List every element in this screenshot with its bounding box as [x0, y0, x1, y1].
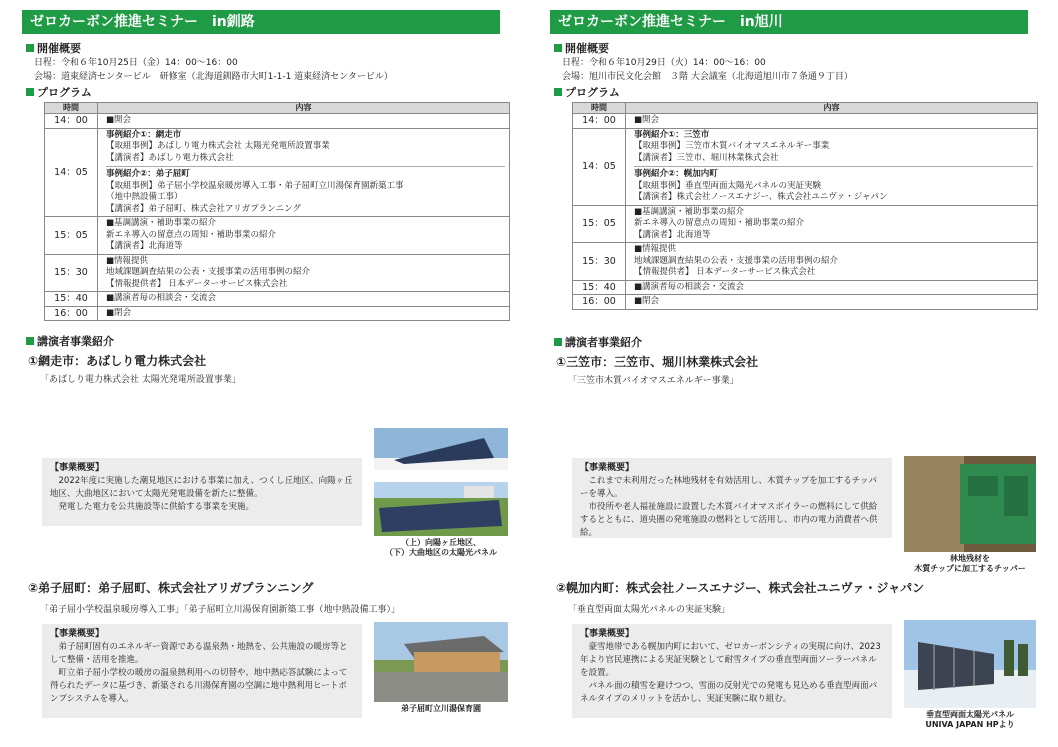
case1-summary-box: 【事業概要】 これまで未利用だった林地残材を有効活用し、木質チップを加工するチッパーを導入。 市役所や老人福祉施設に設置した木質バイオマスボイラーの燃料にして供給するとともに、道央圏の発電施設の燃料として活用し、市内の電力消費者へ供給。: [572, 458, 892, 538]
speakers-heading: 講演者事業紹介: [554, 336, 1028, 350]
case2-header: [550, 576, 1028, 617]
solar-panel-photo: [374, 428, 508, 536]
case1-title: ①三笠市：三笠市、堀川林業株式会社: [556, 354, 759, 369]
case2-summary-box: 【事業概要】 豪雪地帯である幌加内町において、ゼロカーボンシティの実現に向け、2023年より官民連携による実証実験として耐雪タイプの垂直型両面ソーラーパネルを設置。 パネル面の積雪を避けつつ、雪面の反射光での発電も見込める垂直型両面パネルタイプのメリットを活かし、実証実験に取り組む。: [572, 624, 892, 718]
case2-caption: 弟子屈町立川湯保育園: [401, 704, 481, 713]
program-heading: プログラム: [26, 86, 500, 100]
case2-quote: 「弟子屈小学校温泉暖房導入工事」「弟子屈町立川湯保育園新築工事（地中熱設備工事）」: [40, 605, 401, 615]
case1-title: ①網走市：あばしり電力株式会社: [28, 354, 207, 368]
table-row: 16：00 ■閉会: [45, 306, 510, 321]
table-row: 15：30 ■情報提供 地域課題調査結果の公表・支援事業の活用事例の紹介 【情報提供者】 日本データーサービス株式会社: [45, 254, 510, 292]
green-square-icon: [554, 88, 562, 96]
table-row: 14：05 事例紹介①：三笠市 【取組事例】三笠市木質バイオマスエネルギー事業 【講演者】三笠市、堀川林業株式会社 事例紹介②：幌加内町 【取組事例】垂直型両面太陽光パネルの実証実験 【講演者】株式会社ノースエナジー、株式会社ユニヴァ・ジャパン: [573, 128, 1038, 205]
content-header: 内容: [98, 103, 510, 114]
program-table: [44, 102, 510, 321]
table-row: 15：05 ■基調講演・補助事業の紹介 新エネ導入の留意点の周知・補助事業の紹介 【講演者】北海道等: [573, 205, 1038, 243]
speakers-heading: 講演者事業紹介: [26, 335, 500, 349]
case2-summary-box: 【事業概要】 弟子屈町固有のエネルギー資源である温泉熱・地熱を、公共施設の暖房等として整備・活用を推進。 町立弟子屈小学校の暖房の温泉熱利用への切替や、地中熱応答試験によって得られたデータに基づき、新築される川湯保育園の空調に地中熱利用ヒートポンプシステムを導入。: [42, 624, 362, 718]
case1-summary-box: 【事業概要】 2022年度に実施した潮見地区における事業に加え、つくし丘地区、向陽ヶ丘地区、大曲地区において太陽光発電設備を新たに整備。 発電した電力を公共施設等に供給する事業を実施。: [42, 458, 362, 526]
time-header: 時間: [45, 103, 98, 114]
green-square-icon: [554, 44, 562, 52]
table-row: 14：05 事例紹介①：網走市 【取組事例】あばしり電力株式会社 太陽光発電所設置事業 【講演者】あばしり電力株式会社 事例紹介②：弟子屈町 【取組事例】弟子屈小学校温泉暖房導入工事・弟子屈町立川湯保育園新築工事 （地中熱設備工事） 【講演者】弟子屈町、株式会社アリガプランニング: [45, 128, 510, 217]
content-header: 内容: [626, 103, 1038, 114]
chipper-photo: [904, 456, 1036, 552]
program-table: [572, 102, 1038, 310]
venue-line: 会場：道東経済センタービル 研修室（北海道釧路市大町1-1-1 道東経済センタービル）: [34, 72, 393, 82]
overview-heading: 開催概要: [554, 42, 1028, 56]
case2-title: ②弟子屈町：弟子屈町、株式会社アリガプランニング: [28, 581, 314, 595]
case2-title: ②幌加内町：株式会社ノースエナジー、株式会社ユニヴァ・ジャパン: [556, 581, 925, 595]
vertical-solar-panel-photo: [904, 620, 1036, 708]
case2-quote: 「垂直型両面太陽光パネルの実証実験」: [568, 605, 731, 615]
case1-caption: 林地残材を 木質チップに加工するチッパー: [914, 554, 1026, 573]
table-row: 15：40 ■講演者毎の相談会・交流会: [45, 292, 510, 307]
table-row: 15：30 ■情報提供 地域課題調査結果の公表・支援事業の活用事例の紹介 【情報提供者】 日本データーサービス株式会社: [573, 243, 1038, 281]
green-square-icon: [26, 88, 34, 96]
venue-line: 会場：旭川市民文化会館 ３階 大会議室（北海道旭川市７条通９丁目）: [562, 72, 853, 82]
case2-header: [22, 576, 500, 617]
green-square-icon: [554, 338, 562, 346]
table-row: 16：00 ■閉会: [573, 295, 1038, 310]
date-line: 日程：令和６年10月29日（火）14：00～16：00: [562, 58, 766, 68]
case1-quote: 「三笠市木質バイオマスエネルギー事業」: [568, 375, 739, 386]
table-row: 14：00 ■開会: [573, 114, 1038, 129]
right-column: [550, 10, 1028, 388]
table-row: 14：00 ■開会: [45, 114, 510, 129]
seminar-title: ゼロカーボン推進セミナー in旭川: [550, 10, 1028, 34]
nursery-photo: [374, 622, 508, 702]
green-square-icon: [26, 44, 34, 52]
date-line: 日程：令和６年10月25日（金）14：00～16：00: [34, 58, 238, 68]
table-row: 15：40 ■講演者毎の相談会・交流会: [573, 280, 1038, 295]
time-header: 時間: [573, 103, 626, 114]
program-heading: プログラム: [554, 86, 1028, 100]
table-row: 15：05 ■基調講演・補助事業の紹介 新エネ導入の留意点の周知・補助事業の紹介 【講演者】北海道等: [45, 217, 510, 255]
case1-caption: （上）向陽ヶ丘地区、 （下）大曲地区の太陽光パネル: [385, 538, 497, 557]
seminar-title: ゼロカーボン推進セミナー in釧路: [22, 10, 500, 34]
green-square-icon: [26, 337, 34, 345]
left-column: [22, 10, 500, 387]
case2-caption: 垂直型両面太陽光パネル UNIVA JAPAN HPより: [925, 710, 1015, 729]
case1-quote: 「あばしり電力株式会社 太陽光発電所設置事業」: [40, 375, 241, 385]
overview-heading: 開催概要: [26, 42, 500, 56]
